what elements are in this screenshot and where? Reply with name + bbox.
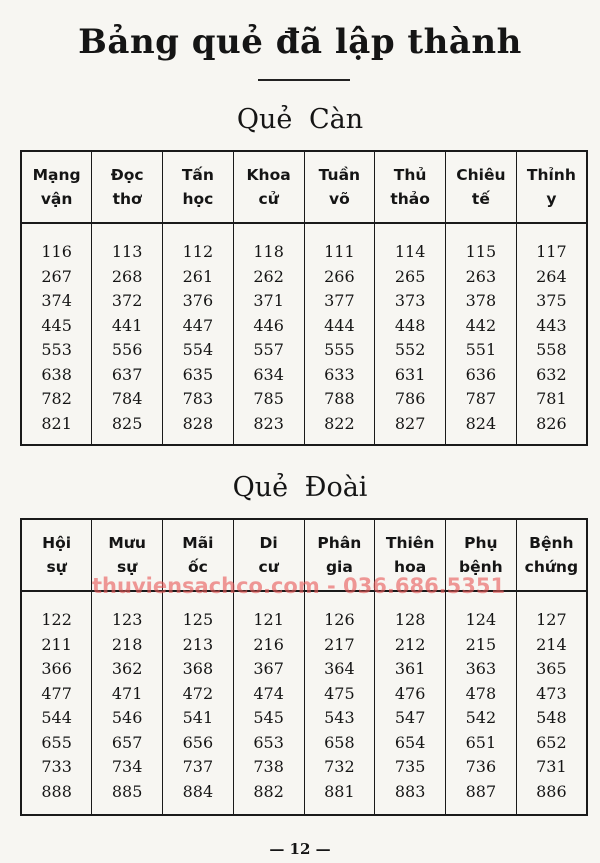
column-header-line: y <box>546 190 557 208</box>
column-header <box>446 151 517 223</box>
table-cell: 214 <box>536 634 567 654</box>
table-cell: 263 <box>465 266 497 286</box>
column-values <box>92 223 163 445</box>
column-values <box>21 223 92 445</box>
table-cell: 735 <box>394 757 426 776</box>
table-cell: 445 <box>41 315 72 335</box>
table-cell: 548 <box>536 708 567 727</box>
table-cell: 656 <box>182 732 214 752</box>
column-header-line: vận <box>40 190 73 208</box>
column-values <box>163 591 234 815</box>
table-cell: 111 <box>324 242 355 261</box>
column-header-line: chứng <box>524 558 579 576</box>
column-values <box>21 591 92 815</box>
table-cell: 477 <box>41 683 72 703</box>
table-cell: 731 <box>536 757 567 776</box>
table-cell: 782 <box>41 389 72 408</box>
table-cell: 442 <box>465 315 497 335</box>
table-cell: 556 <box>111 340 143 359</box>
column-header <box>375 519 446 591</box>
column-values <box>375 223 446 445</box>
table-cell: 217 <box>324 634 355 654</box>
column-header-line: bệnh <box>459 558 503 576</box>
table-cell: 558 <box>536 340 567 359</box>
table-cell: 473 <box>536 683 567 703</box>
watermark-text: thuviensachco.com - 036.686.5351 <box>92 574 506 598</box>
column-values <box>516 591 587 815</box>
table-cell: 364 <box>324 659 355 678</box>
column-header-line: Khoa <box>246 166 291 184</box>
table-header-row <box>21 519 587 591</box>
column-header-line: Chiêu <box>456 166 506 184</box>
column-header-line: Di <box>259 534 278 552</box>
column-header <box>233 519 304 591</box>
table-cell: 123 <box>111 610 143 629</box>
table-que-doai <box>20 518 588 816</box>
column-header <box>375 151 446 223</box>
column-header <box>92 151 163 223</box>
column-header-line: Mưu <box>108 534 146 552</box>
column-header-line: Mạng <box>32 166 81 184</box>
table-cell: 827 <box>394 413 426 433</box>
section-title-doai: Quẻ Đoài <box>232 472 368 503</box>
column-values <box>516 223 587 445</box>
table-cell: 781 <box>536 389 567 408</box>
table-cell: 377 <box>324 291 355 310</box>
column-header <box>516 151 587 223</box>
table-que-can <box>20 150 588 446</box>
table-cell: 545 <box>253 708 284 727</box>
column-values <box>92 591 163 815</box>
table-cell: 373 <box>394 291 426 310</box>
table-header-row <box>21 151 587 223</box>
table-cell: 822 <box>324 413 355 433</box>
section-title-can: Quẻ Càn <box>236 104 364 135</box>
table-cell: 211 <box>41 634 72 654</box>
column-header <box>163 151 234 223</box>
table-cell: 472 <box>182 683 214 703</box>
column-header-line: Bệnh <box>529 534 574 552</box>
table-cell: 121 <box>253 610 284 629</box>
table-cell: 785 <box>253 389 284 408</box>
table-cell: 267 <box>41 266 72 286</box>
table-cell: 883 <box>394 781 426 801</box>
column-header-line: thảo <box>390 190 430 208</box>
table-cell: 787 <box>465 389 497 408</box>
table-cell: 113 <box>111 242 143 261</box>
table-cell: 657 <box>111 732 143 752</box>
table-cell: 826 <box>536 413 567 433</box>
column-header-line: sự <box>46 558 67 576</box>
column-header-line: Thiên <box>385 534 435 552</box>
table-body-row <box>21 591 587 815</box>
table-cell: 885 <box>111 781 143 801</box>
column-header-line: Hội <box>42 534 72 552</box>
column-values <box>304 591 375 815</box>
table-cell: 788 <box>324 389 355 408</box>
column-header-line: gia <box>325 558 353 576</box>
table-cell: 474 <box>253 683 284 703</box>
column-header-line: tế <box>471 190 490 208</box>
table-cell: 127 <box>536 610 567 629</box>
table-cell: 652 <box>536 732 567 752</box>
table-cell: 117 <box>536 242 567 261</box>
table-cell: 441 <box>111 315 143 335</box>
column-header <box>304 519 375 591</box>
table-cell: 737 <box>182 757 214 776</box>
table-cell: 476 <box>394 683 426 703</box>
column-header-line: Mãi <box>182 534 214 552</box>
page-title: Bảng quẻ đã lập thành <box>78 22 522 62</box>
table-cell: 784 <box>111 389 143 408</box>
column-header <box>516 519 587 591</box>
column-header <box>446 519 517 591</box>
table-cell: 882 <box>253 781 284 801</box>
table-cell: 216 <box>253 634 284 654</box>
table-cell: 115 <box>465 242 497 261</box>
table-cell: 552 <box>394 340 426 359</box>
table-cell: 884 <box>182 781 214 801</box>
column-header-line: Phụ <box>464 534 498 552</box>
table-cell: 446 <box>253 315 284 335</box>
table-cell: 125 <box>182 610 214 629</box>
table-cell: 213 <box>182 634 214 654</box>
table-cell: 886 <box>536 781 567 801</box>
table-cell: 653 <box>253 732 284 752</box>
table-cell: 633 <box>324 364 355 384</box>
table-cell: 374 <box>41 291 72 310</box>
table-cell: 658 <box>324 732 355 752</box>
table-cell: 632 <box>536 364 567 384</box>
column-header-line: thơ <box>112 190 142 208</box>
table-cell: 375 <box>536 291 567 310</box>
column-values <box>375 591 446 815</box>
table-cell: 544 <box>41 708 72 727</box>
table-cell: 636 <box>465 364 497 384</box>
table-cell: 542 <box>465 708 497 727</box>
table-cell: 881 <box>324 781 355 801</box>
table-cell: 738 <box>253 757 284 776</box>
column-header <box>21 151 92 223</box>
column-header-line: Thỉnh <box>526 166 576 184</box>
table-cell: 553 <box>41 340 72 359</box>
table-cell: 261 <box>182 266 214 286</box>
column-values <box>446 223 517 445</box>
table-cell: 371 <box>253 291 284 310</box>
table-cell: 116 <box>41 242 72 261</box>
table-cell: 637 <box>111 364 143 384</box>
table-cell: 443 <box>536 315 567 335</box>
table-cell: 736 <box>465 757 497 776</box>
table-cell: 825 <box>111 413 143 433</box>
table-cell: 266 <box>324 266 355 286</box>
table-cell: 448 <box>394 315 426 335</box>
column-header <box>304 151 375 223</box>
table-cell: 215 <box>465 634 497 654</box>
table-cell: 212 <box>394 634 426 654</box>
column-header <box>233 151 304 223</box>
table-cell: 264 <box>536 266 567 286</box>
table-cell: 557 <box>253 340 284 359</box>
column-header-line: hoa <box>394 558 427 576</box>
page-number: — 12 — <box>269 840 331 858</box>
table-cell: 262 <box>253 266 284 286</box>
table-cell: 363 <box>465 659 497 678</box>
table-cell: 888 <box>41 781 72 801</box>
column-header-line: học <box>182 190 214 208</box>
column-header <box>92 519 163 591</box>
table-cell: 112 <box>182 242 214 261</box>
column-header-line: sự <box>116 558 138 576</box>
table-cell: 635 <box>182 364 214 384</box>
table-cell: 478 <box>465 683 497 703</box>
column-header-line: ốc <box>187 558 208 576</box>
column-header-line: Tấn <box>181 166 214 184</box>
table-cell: 786 <box>394 389 426 408</box>
column-header-line: cư <box>258 558 279 576</box>
table-cell: 368 <box>182 659 214 678</box>
table-cell: 651 <box>465 732 497 752</box>
table-cell: 554 <box>182 340 214 359</box>
table-cell: 118 <box>253 242 284 261</box>
column-header <box>163 519 234 591</box>
table-cell: 823 <box>253 413 284 433</box>
column-values <box>233 223 304 445</box>
table-cell: 634 <box>253 364 284 384</box>
table-cell: 114 <box>394 242 426 261</box>
table-cell: 828 <box>182 413 214 433</box>
table-cell: 887 <box>465 781 497 801</box>
column-values <box>163 223 234 445</box>
table-cell: 124 <box>465 610 497 629</box>
table-cell: 547 <box>394 708 426 727</box>
table-cell: 475 <box>324 683 355 703</box>
table-cell: 471 <box>111 683 143 703</box>
table-cell: 733 <box>41 757 72 776</box>
column-header-line: võ <box>328 190 350 208</box>
table-cell: 378 <box>465 291 497 310</box>
table-cell: 551 <box>465 340 497 359</box>
table-cell: 638 <box>41 364 72 384</box>
table-cell: 126 <box>324 610 355 629</box>
table-cell: 654 <box>394 732 426 752</box>
table-cell: 367 <box>253 659 284 678</box>
table-body-row <box>21 223 587 445</box>
table-cell: 361 <box>394 659 426 678</box>
title-underline <box>258 79 350 81</box>
column-header-line: Tuần <box>318 166 361 184</box>
table-cell: 821 <box>41 413 72 433</box>
table-cell: 444 <box>324 315 355 335</box>
table-cell: 824 <box>465 413 497 433</box>
table-cell: 362 <box>111 659 143 678</box>
table-cell: 218 <box>111 634 143 654</box>
table-cell: 376 <box>182 291 214 310</box>
table-cell: 734 <box>111 757 143 776</box>
column-header-line: Phân <box>317 534 362 552</box>
column-values <box>233 591 304 815</box>
column-header-line: cử <box>258 190 279 208</box>
table-cell: 447 <box>182 315 214 335</box>
table-cell: 732 <box>324 757 355 776</box>
table-cell: 122 <box>41 610 72 629</box>
table-cell: 543 <box>324 708 355 727</box>
table-cell: 655 <box>41 732 72 752</box>
table-cell: 372 <box>111 291 143 310</box>
column-header-line: Đọc <box>110 166 144 184</box>
table-cell: 631 <box>394 364 426 384</box>
table-cell: 783 <box>182 389 214 408</box>
table-cell: 555 <box>324 340 355 359</box>
table-cell: 541 <box>182 708 214 727</box>
table-cell: 366 <box>41 659 72 678</box>
column-values <box>446 591 517 815</box>
table-cell: 265 <box>394 266 426 286</box>
column-header <box>21 519 92 591</box>
table-cell: 268 <box>111 266 143 286</box>
column-header-line: Thủ <box>393 166 427 184</box>
table-cell: 546 <box>111 708 143 727</box>
table-cell: 365 <box>536 659 567 678</box>
column-values <box>304 223 375 445</box>
table-cell: 128 <box>394 610 426 629</box>
